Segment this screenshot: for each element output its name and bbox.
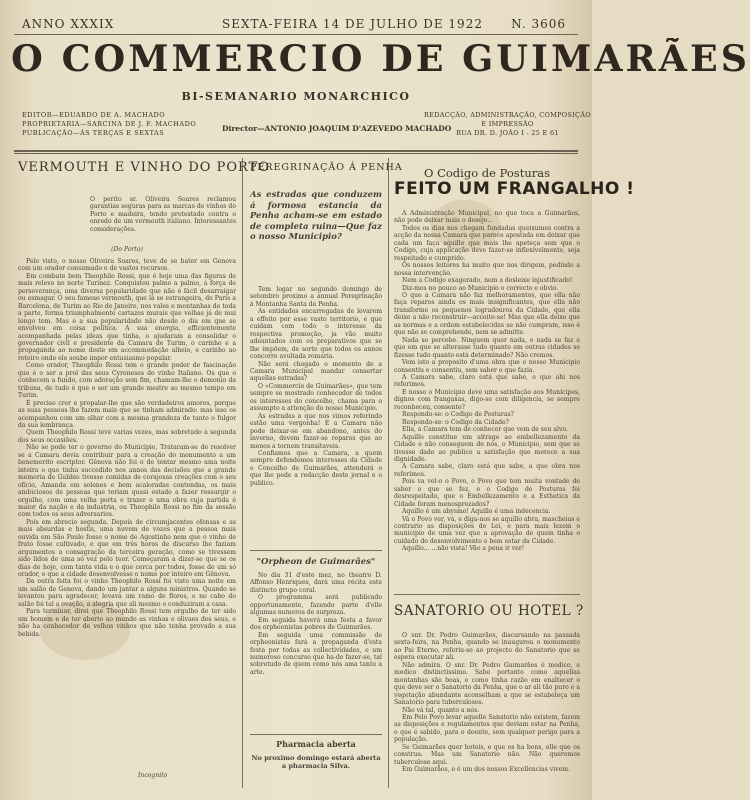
article-paragraph: Diz-mos no pouco ao Municipio o correcto e obvio. [402,284,559,292]
column-divider [388,158,389,788]
article-heading: "Orpheon de Guimarães" [256,557,376,567]
article-paragraph: Se Guimarães quer hoteis, e que os ha bons, elle que os construa. Mas um Sanatorio não. Não queremos tuberculose aqui. [394,743,580,766]
article-paragraph: Nem a Codigo exagerado, nem a desleixe injustificado! [402,277,573,285]
article-paragraph: Aquillo constitue um ultrage ao embellezamento da Cidade e não conseguem de nós, o Municipio, sem que se tivesse dado ao publico a satisfação que merece a sua dignidade. [394,433,580,463]
article-paragraph: Respondo-se: o Codigo da Cidade? [402,418,509,426]
article-lead: O perito sr. Oliveira Soares reclamou garantias seguras para as marcas de vinhos do Porto e madeira, tendo protestado contra o enredo de um vermouth italiano. Interessantes considerações. [90,196,236,233]
column-divider [242,158,243,788]
redaccao-line: E IMPRESSÃO [481,120,534,128]
column-vermouth [18,160,270,790]
redaccao-line: RUA DR. D. JOÃO I - 25 E 61 [456,129,559,137]
article-paragraph: Como orador, Theophilo Rossi tem o grande poder de fascinação que é o ser a prol das seus Cyreneses do vinho Italiano. Os que o conhecem a fundo, com adoração sem fim, chamam-lhe o demonio da tribuna, de tudo é que o ser um grande mestre ao mesmo tempo em Turim. [18,362,236,400]
article-paragraph: Para terminar, direi que Theophilo Rossi tem orgulho de ter sido um homem e de ter aberto ao mundo as vinhas e olivaes dos seus, e não ha conhecedor de velhos vinhos que não tenha provado a sua bebida. [18,608,236,638]
article-paragraph: A Administração Municipal, no que toca a Guimarães, não pode deixar mais o desejo... [394,210,580,225]
column-codigo [394,160,635,790]
masthead-divider [14,150,578,152]
divider [14,34,578,35]
article-signature: Incognito [138,772,168,779]
article-paragraph: Em combate bem Theophilo Rossi, que é hoje uma das figuras de mais relevo no norte Turinez. Conquistou palmo a palmo, á força de perseverança, uma diversa popularidade que não é fácil desarraigar ou esmagar. O seu famoso vermouth, que lá se estrangeira, de Paris a Barcelona, de Turim ao Rio de Janeiro, nos vales e montanhas de toda a parte, forma triumphalmente cartazes murais que velhas já de mui longo tem. Mas e a sua popularidade não desde o dia em que se envolveu em coisa política. A sua energia, efficientemente acompanhada pelas ideas que tinha, o ajudaram a consolidar o governador civil e presidente da Camara de Turim, o carinho e a propaganda ao nome deste em accommodação alheio, e carinho ao roteiro onde ele soube impor entusiasmo popular. [18,272,236,362]
article-byline: (Do Porto) [111,246,143,253]
article-paragraph: Em seguida haverá uma festa a favor dos orpheonistas pobres de Guimarães. [250,616,382,632]
article-paragraph: Pelo visto, o nosso Oliveira Soares, teve de se bater em Genova com um orador consumado e de vastos recursos. [18,258,236,273]
article-paragraph: O snr. Dr. Pedro Guimarães, discursando na passada sexta-feira, na Penha, quando se inaugurou o monumento ao Pai Eterno, referiu-se ao projecto do Sanatorio que se espera executar ali. [394,632,580,662]
article-paragraph: Pois va vel-o o Povo, o Povo que tem muita vontade de saber o que se fez, e o Codigo de Posturas foi desrespeitado, que o Embellezamento e a Esthetica da Cidade foram menosprezados? [394,478,580,508]
article-heading: SANATORIO OU HOTEL ? [394,603,584,619]
staff-block [22,111,196,138]
masthead-title: O COMMERCIO DE GUIMARÃES [11,38,750,80]
article-heading: PEREGRINAÇÃO Á PENHA [250,162,403,173]
article-paragraph: Aquillo... ...não vista! Vão a pena ir ver! [402,545,525,553]
article-paragraph: No dia 31 d'este mez, no theatro D. Affonso Henriques, dará uma récita este distincto grupo coral. [250,572,382,594]
article-paragraph: Nada se percebe. Ninguem quer nada, e nada se faz e que em que se alterasse tudo quanto em outras cidades se fizesse tudo quanto está determinado? Não cremos. [394,336,580,359]
article-heading: Pharmacia aberta [276,739,356,749]
staff-line: EDITOR—EDUARDO DE A. MACHADO [22,111,166,119]
article-paragraph: O programma será publicado opportunamente, fazendo parte d'elle algumas numeros de surpreza. [250,594,382,617]
article-paragraph: No proximo domingo estará aberta a pharmacia Silva. [251,754,381,770]
article-paragraph: Aquillo é um abysmo! Aquillo é uma indecencia. [402,508,551,516]
staff-line: PUBLICAÇÃO—ÁS TERÇAS E SEXTAS [22,129,165,137]
issue-line [22,17,576,33]
issue-year: ANNO XXXIX [22,17,115,31]
article-paragraph: Os nossos leitores ha muito que nos dirigem, pedindo a nossa intervenção. [394,262,580,277]
article-paragraph: Em Pelo Povo levar aquelle Sanatorio não existem, fazem as disposições e regulamentos que deviam estar na Penha, o que é sabido, para o doente, sem qualquer perigo para a população. [394,713,580,744]
redaccao-block [424,111,591,138]
article-paragraph: Não admira. O snr. Dr. Pedro Guimarães é medico, e medico distinctissimo. Sabe portanto como aquellas montanhas são boas, e como tinha razão em enaltecer o que deve ser o Sanatorio da Penha, que o ar ali tão puro e a vegetação abundante aconselham a que se estabeleça um Sanatorio para tuberculosos. [394,661,580,707]
article-paragraph: As estradas a que nos vimos referindo estão uma vergonha! E a Camara não pode deixar-se em abandono, antes do inverno, devem fazer-se reparos que ao menos a tornem transitaveis. [250,412,382,450]
issue-date: SEXTA-FEIRA 14 DE JULHO DE 1922 [222,17,483,31]
article-paragraph: As entidades encarregadas de levarem a effeito por esse vasto territorio, e que cuidam com todo o interesse da respectiva promoção, ja vão muito adeantados com os preparativos que se lhe impõem, de sorte que todos os annos concorre avultada romaria. [250,308,382,361]
article-paragraph: Confiamos que a Camara, a quem sempre defendemos interesses da Cidade e Concelho de Guimarães, attenderá o que lhe pede a redacção deste jornal e o publico. [250,449,382,487]
article-paragraph: A Camara sabe, claro está que sabe, a que obra nos referimos. [394,463,580,478]
article-subheading: O Codigo de Posturas [424,166,550,180]
article-paragraph: Não se pode ter o governo do Municipio, Trataram-se de resolver se a Camara devia contribuir para a creação do monumento a um benemerito escriptor. Gênova não foi o de tentar mesmo uma noite inteira o que tinha succedido nos annos das decisões que a grande memoria de Gubbio tivesse comidas de corajosas creações com o seu ofício, Amanda em solenes e bem acaloradas contendas, os mais ambiciosos de pessoas que teriam quasi estado a fazer ressurgir o orgulho, com uma velha porta e trazer e uma obra cuja partida é maior da nação e da industria, ou Theophilo Rossi no fim da sessão com todos os seus adversarios. [18,444,236,519]
redaccao-line: REDACÇÃO, ADMINISTRAÇÃO, COMPOSIÇÃO [424,111,591,119]
article-paragraph: Respondo-se: o Codigo de Posturas? [402,411,514,419]
article-paragraph: Tem logar no segundo domingo de setembro proximo a annual Peregrinação á Montanha Santa da Penha. [250,286,382,308]
article-paragraph: É preciso crer e propalar-lhe que são verdadeiros amores, porque as suas pessoas lhe fazem mais que se tinham admirado: mas isso os acompanhou com um olhar com a mesma grandeza de tanto o fulgor da sua lembrança. [18,399,236,429]
issue-number: N. 3606 [511,17,566,31]
article-heading: VERMOUTH E VINHO DO PORTO [18,160,270,175]
masthead-divider [14,153,578,154]
masthead-subtitle: BI-SEMANARIO MONARCHICO [181,90,411,103]
article-paragraph: Não será chegado o momento de a Camara Municipal mandar consertar aquellas estradas? [250,360,382,383]
article-paragraph: Quem Theophilo Rossi teve varias vezes, mas sobretudo a segunda dos seus occasiões. [18,429,236,444]
article-heading: FEITO UM FRANGALHO ! [394,179,635,199]
article-paragraph: Em Guimarães, e é um dos nossos Excellencias vivem. [402,766,570,774]
staff-line: PROPRIETARIA—SARCINA DE J. F. MACHADO [22,120,197,128]
article-paragraph: Não vá tal, quanto a nós. [402,706,480,714]
article-paragraph: Todos os dias nos chegam fundadas queixumes contra a acção da nossa Camara que parece apostada em deixar que cada um faça aquillo que mais lhe apeteça sem que o Codigo, cuja applicação deve fazer-se inflexivelmente, seja respeitado e cumprido. [394,224,580,262]
column-peregrinacao [250,160,403,790]
article-paragraph: O que a Camara não faz melhoramentos, que ella não faça reparos ainda os mais insignificantes, que ella não transforme os pequenos logradouros da Cidade, que ella deixe a não reconstruir—acceite-se! Mas que ella deixe que as normas e a ordem estabelecidas se não cumpram, isso é que não se comprehende, nem se admitte. [394,291,580,337]
article-paragraph: A Camara sabe, claro está que sabe, o que ahi nos referimos. [394,373,580,389]
article-paragraph: Ella, a Camara tem de conhecer que vem de seu alvo. [402,426,568,434]
article-paragraph: Pois em abrecio segunda. Depois de circumjacentes ofensas e as mais absurdas e hostis, uma nuvem de vozes que a pessoa mais ouvida em São Paulo fosse o nome de Agostinho nem que o vinho de fruto fosse cultivado, e que em três horas de discurso lhe faziam argumentos a consagração da terceira geração, como se tivessem sido lidos de uma só vez pelo teor. Começaram a dizer-se que se os dias de hoje, com tanta vida e o que cerca por todos, fosse de um só orador, e que a cidade desenvolvesse o nome por inteiro em Gênova. [18,518,236,579]
article-paragraph: O «Commercio de Guimarães», que tem sempre se mostrado conhecedor de todos os interesses do concelho, chama para o assumpto a attenção do nosso Municipio. [250,382,382,413]
article-paragraph: Em seguida uma commissão de orpheonistas fará a propaganda d'esta festa por todas as collectividades, e um numeroso concurso que ha-de fazer-se, tal sobretudo de quem como nós ama tanto a arte. [250,631,382,676]
article-lead: As estradas que conduzem á formosa estancia da Penha acham-se em estado de completa ruina—Que faz o nosso Municipio? [250,190,382,242]
article-paragraph: Vá o Povo ver, vá, e diga-nos se aquillo abra, mascheias e contrario as disposições de Lei, e para mais lezem o municipio de uma vez que a aprovação de quem tinha o cuidado do desenvolvimento e bem estar da Cidade. [394,515,580,545]
director-line: Director—ANTONIO JOAQUIM D'AZEVEDO MACHADO [222,124,452,133]
article-paragraph: Da outra feita foi o vinho Theophilo Rossi foi visto uma noite em um salão de Genova, dando um jantar a alguns ministros. Quando se levantou para agradecer, levava um ramo de flores, e no cabo do salão foi tal a ovação, a alegria que ali mesmo o conduziram a casa. [18,578,236,608]
article-paragraph: Vem isto a proposito d'uma obra que o nosso Municipio consentiu e consentiu, sem saber o que fazia. [394,359,580,374]
article-paragraph: E nosso o Municipio deve uma satisfação aos Municipes, dignos com frangaxas, digo-se com diligencia, se sempre reconheceu, consente? [394,388,580,411]
